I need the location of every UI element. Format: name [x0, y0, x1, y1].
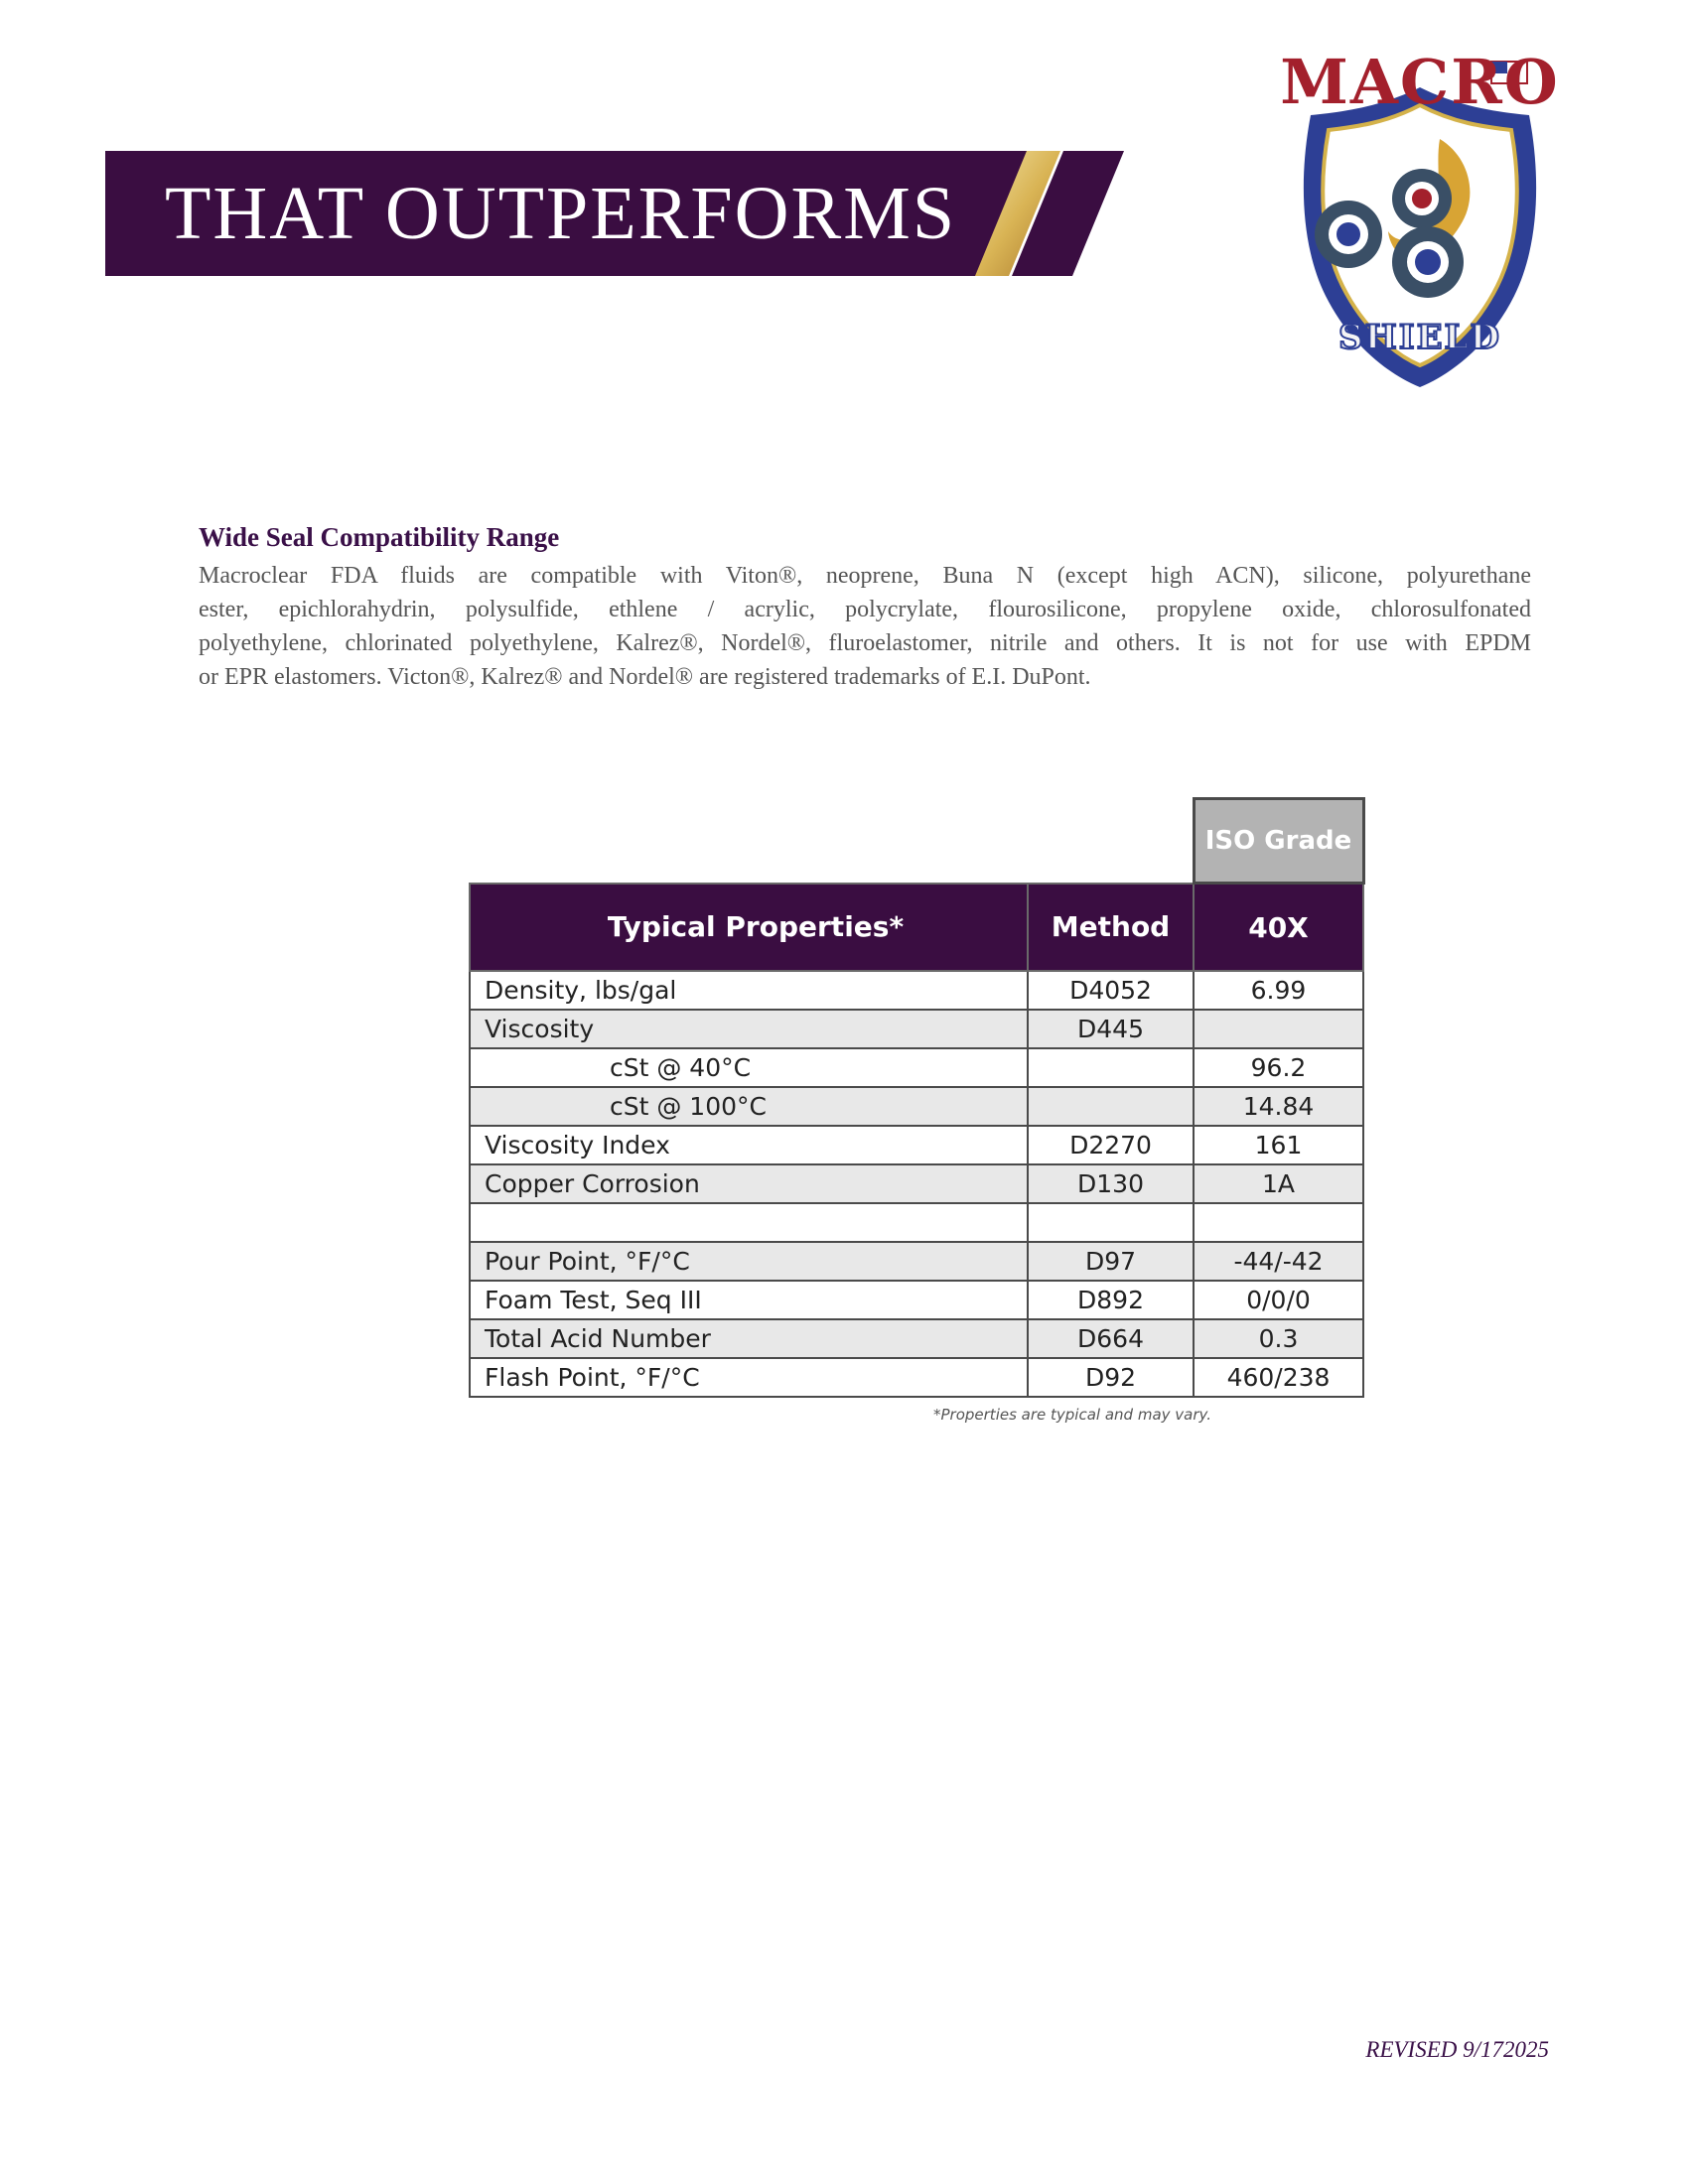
cell-value: 0.3 [1194, 1319, 1363, 1358]
cell-method: D4052 [1028, 971, 1194, 1010]
iso-grade-header: ISO Grade [1194, 799, 1363, 884]
cell-value: 6.99 [1194, 971, 1363, 1010]
revised-date: REVISED 9/172025 [1365, 2037, 1549, 2062]
cell-method [1028, 1203, 1194, 1242]
cell-property: cSt @ 100°C [470, 1087, 1028, 1126]
table-row [470, 1048, 1363, 1087]
table-row [470, 1126, 1363, 1164]
cell-property: Density, lbs/gal [470, 971, 1028, 1010]
table-row [470, 971, 1363, 1010]
section-heading: Wide Seal Compatibility Range [199, 522, 560, 552]
body-line: ester, epichlorahydrin, polysulfide, ethlene / acrylic, polycrylate, flourosilicone, propylene oxide, chlorosulfonated [199, 597, 1531, 622]
cell-property: Viscosity Index [470, 1126, 1028, 1164]
cell-property: cSt @ 40°C [470, 1048, 1028, 1087]
cell-property: Flash Point, °F/°C [470, 1358, 1028, 1397]
cell-method: D130 [1028, 1164, 1194, 1203]
logo-wordmark-bottom: SHIELD [1338, 318, 1501, 357]
table-row [470, 1164, 1363, 1203]
cell-value [1194, 1010, 1363, 1048]
cell-value: 14.84 [1194, 1087, 1363, 1126]
table-footnote: *Properties are typical and may vary. [933, 1406, 1211, 1424]
cell-method: D445 [1028, 1010, 1194, 1048]
cell-method: D2270 [1028, 1126, 1194, 1164]
cell-property: Total Acid Number [470, 1319, 1028, 1358]
cell-value: 161 [1194, 1126, 1363, 1164]
cell-method: D92 [1028, 1358, 1194, 1397]
banner-title: THAT OUTPERFORMS [165, 172, 957, 255]
cell-property: Pour Point, °F/°C [470, 1242, 1028, 1281]
cell-method: D97 [1028, 1242, 1194, 1281]
title-banner [105, 151, 1128, 276]
cell-method: D892 [1028, 1281, 1194, 1319]
header-property: Typical Properties* [470, 884, 1028, 972]
cell-property: Copper Corrosion [470, 1164, 1028, 1203]
cell-value [1194, 1203, 1363, 1242]
cell-value: -44/-42 [1194, 1242, 1363, 1281]
cell-property: Viscosity [470, 1010, 1028, 1048]
cell-property [470, 1203, 1028, 1242]
header-method: Method [1028, 884, 1194, 972]
table-row [470, 1281, 1363, 1319]
typical-properties-table [469, 797, 1365, 1398]
section-body [199, 559, 1531, 694]
body-line: Macroclear FDA fluids are compatible with Viton®, neoprene, Buna N (except high ACN), silicone, polyurethane [199, 563, 1531, 589]
cell-value: 96.2 [1194, 1048, 1363, 1087]
table-row [470, 1087, 1363, 1126]
cell-value: 460/238 [1194, 1358, 1363, 1397]
table-row [470, 1242, 1363, 1281]
table-row [470, 1203, 1363, 1242]
cell-value: 1A [1194, 1164, 1363, 1203]
logo-wordmark-top: MACRO [1280, 46, 1560, 118]
body-line: or EPR elastomers. Victon®, Kalrez® and Nordel® are registered trademarks of E.I. DuPont. [199, 664, 1091, 690]
cell-method [1028, 1048, 1194, 1087]
cell-method: D664 [1028, 1319, 1194, 1358]
cell-property: Foam Test, Seq III [470, 1281, 1028, 1319]
body-line: polyethylene, chlorinated polyethylene, Kalrez®, Nordel®, fluroelastomer, nitrile and others. It is not for use with EPDM [199, 630, 1531, 656]
table-iso-row [470, 799, 1363, 884]
table-header-row [470, 884, 1363, 972]
cell-method [1028, 1087, 1194, 1126]
cell-value: 0/0/0 [1194, 1281, 1363, 1319]
table-row [470, 1010, 1363, 1048]
table-row [470, 1319, 1363, 1358]
macro-shield-logo [1271, 48, 1569, 395]
header-grade: 40X [1194, 884, 1363, 972]
table-row [470, 1358, 1363, 1397]
